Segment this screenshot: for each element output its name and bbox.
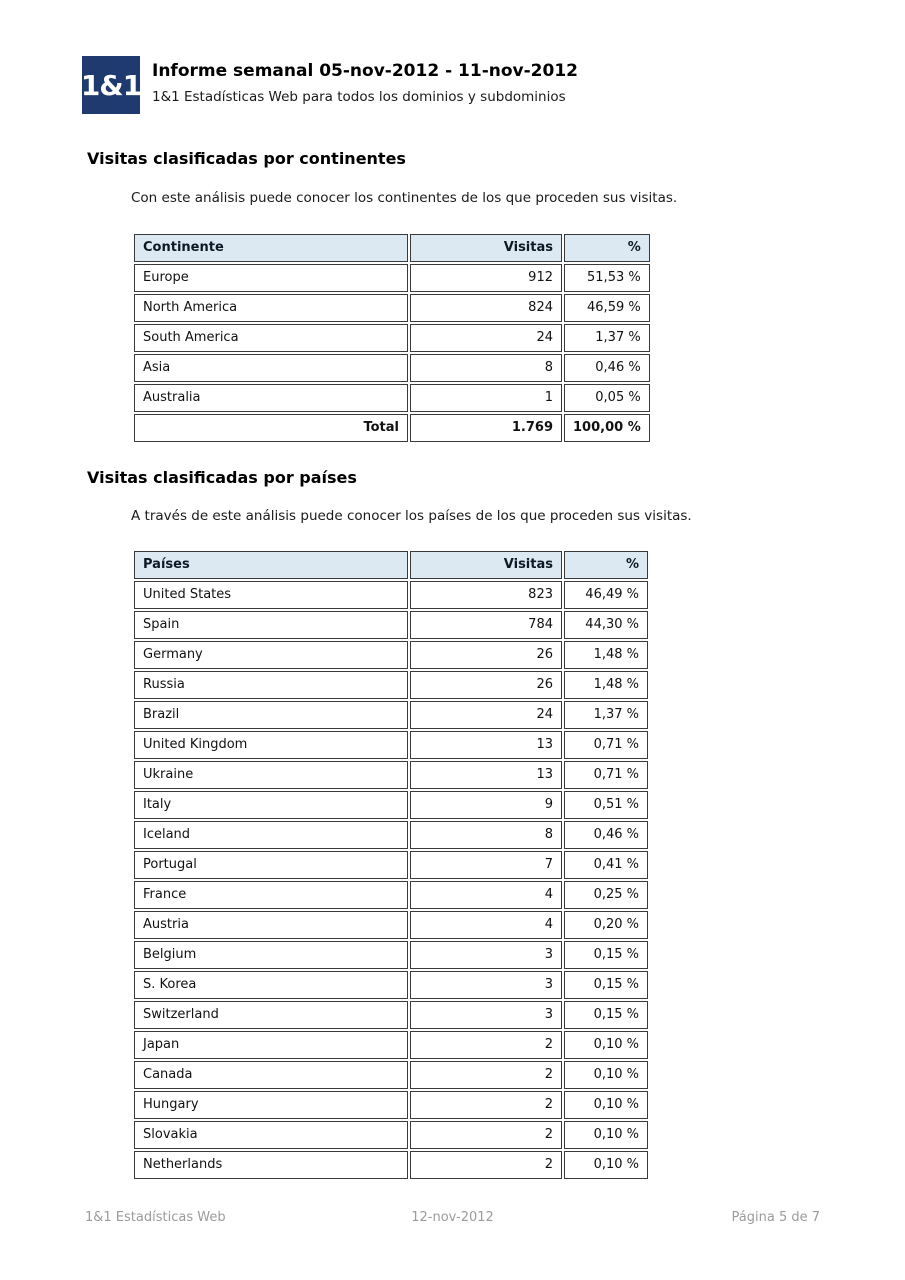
table-row <box>134 971 648 999</box>
row-visits: 9 <box>410 791 562 819</box>
row-label: South America <box>134 324 408 352</box>
row-percent: 46,49 % <box>564 581 648 609</box>
table-row <box>134 581 648 609</box>
section-description-continents: Con este análisis puede conocer los continentes de los que proceden sus visitas. <box>131 190 678 206</box>
row-percent: 0,10 % <box>564 1121 648 1149</box>
row-visits: 3 <box>410 1001 562 1029</box>
row-visits: 784 <box>410 611 562 639</box>
row-percent: 0,51 % <box>564 791 648 819</box>
row-visits: 3 <box>410 971 562 999</box>
row-label: United States <box>134 581 408 609</box>
table-header-row <box>134 551 648 579</box>
total-visits: 1.769 <box>410 414 562 442</box>
row-percent: 0,10 % <box>564 1091 648 1119</box>
row-visits: 13 <box>410 761 562 789</box>
row-visits: 2 <box>410 1121 562 1149</box>
table-row <box>134 641 648 669</box>
row-percent: 0,10 % <box>564 1031 648 1059</box>
table-row <box>134 731 648 759</box>
row-label: Spain <box>134 611 408 639</box>
report-header-text <box>152 56 578 106</box>
row-percent: 44,30 % <box>564 611 648 639</box>
row-percent: 0,25 % <box>564 881 648 909</box>
row-visits: 1 <box>410 384 562 412</box>
footer-page-number: Página 5 de 7 <box>731 1210 820 1225</box>
column-header-continent: Continente <box>134 234 408 262</box>
row-visits: 24 <box>410 324 562 352</box>
table-row <box>134 791 648 819</box>
row-label: Germany <box>134 641 408 669</box>
countries-table <box>132 549 650 1181</box>
row-percent: 0,15 % <box>564 1001 648 1029</box>
table-row <box>134 911 648 939</box>
row-percent: 0,46 % <box>564 821 648 849</box>
row-visits: 2 <box>410 1031 562 1059</box>
row-percent: 1,48 % <box>564 641 648 669</box>
table-row <box>134 384 650 412</box>
column-header-visits: Visitas <box>410 551 562 579</box>
row-label: Portugal <box>134 851 408 879</box>
section-heading-continents: Visitas clasificadas por continentes <box>87 149 406 168</box>
row-label: France <box>134 881 408 909</box>
row-label: Belgium <box>134 941 408 969</box>
row-visits: 2 <box>410 1091 562 1119</box>
table-header-row <box>134 234 650 262</box>
row-label: Hungary <box>134 1091 408 1119</box>
row-visits: 13 <box>410 731 562 759</box>
row-percent: 0,15 % <box>564 971 648 999</box>
row-visits: 24 <box>410 701 562 729</box>
table-row <box>134 1091 648 1119</box>
row-percent: 1,37 % <box>564 324 650 352</box>
table-row <box>134 611 648 639</box>
row-label: United Kingdom <box>134 731 408 759</box>
row-label: Canada <box>134 1061 408 1089</box>
row-label: Asia <box>134 354 408 382</box>
row-label: Ukraine <box>134 761 408 789</box>
row-label: Slovakia <box>134 1121 408 1149</box>
row-percent: 0,10 % <box>564 1151 648 1179</box>
row-label: S. Korea <box>134 971 408 999</box>
row-visits: 26 <box>410 641 562 669</box>
row-label: Australia <box>134 384 408 412</box>
row-visits: 4 <box>410 881 562 909</box>
continents-table <box>132 232 652 444</box>
table-row <box>134 701 648 729</box>
row-label: Europe <box>134 264 408 292</box>
row-percent: 46,59 % <box>564 294 650 322</box>
section-description-countries: A través de este análisis puede conocer los países de los que proceden sus visitas. <box>131 508 692 524</box>
row-visits: 26 <box>410 671 562 699</box>
table-row <box>134 821 648 849</box>
table-row <box>134 671 648 699</box>
row-visits: 3 <box>410 941 562 969</box>
row-visits: 2 <box>410 1061 562 1089</box>
row-label: Italy <box>134 791 408 819</box>
table-row <box>134 881 648 909</box>
row-percent: 0,05 % <box>564 384 650 412</box>
row-visits: 823 <box>410 581 562 609</box>
footer-date: 12-nov-2012 <box>411 1210 494 1225</box>
row-percent: 0,71 % <box>564 731 648 759</box>
table-row <box>134 294 650 322</box>
brand-logo <box>82 56 140 114</box>
row-percent: 0,10 % <box>564 1061 648 1089</box>
row-percent: 1,48 % <box>564 671 648 699</box>
table-row <box>134 264 650 292</box>
row-label: North America <box>134 294 408 322</box>
row-percent: 0,71 % <box>564 761 648 789</box>
row-label: Brazil <box>134 701 408 729</box>
table-row <box>134 1001 648 1029</box>
row-visits: 8 <box>410 821 562 849</box>
row-label: Russia <box>134 671 408 699</box>
row-label: Iceland <box>134 821 408 849</box>
table-row <box>134 1151 648 1179</box>
report-header <box>82 56 905 114</box>
column-header-percent: % <box>564 234 650 262</box>
row-percent: 0,41 % <box>564 851 648 879</box>
page-subtitle: 1&1 Estadísticas Web para todos los dominios y subdominios <box>152 89 566 105</box>
row-percent: 1,37 % <box>564 701 648 729</box>
column-header-percent: % <box>564 551 648 579</box>
row-visits: 8 <box>410 354 562 382</box>
row-label: Japan <box>134 1031 408 1059</box>
table-row <box>134 941 648 969</box>
row-visits: 7 <box>410 851 562 879</box>
row-label: Netherlands <box>134 1151 408 1179</box>
row-visits: 4 <box>410 911 562 939</box>
row-label: Austria <box>134 911 408 939</box>
total-percent: 100,00 % <box>564 414 650 442</box>
table-row <box>134 851 648 879</box>
total-row <box>134 414 650 442</box>
row-visits: 2 <box>410 1151 562 1179</box>
table-row <box>134 1121 648 1149</box>
table-row <box>134 761 648 789</box>
row-visits: 824 <box>410 294 562 322</box>
page-title: Informe semanal 05-nov-2012 - 11-nov-2012 <box>152 61 578 81</box>
row-percent: 0,46 % <box>564 354 650 382</box>
table-row <box>134 354 650 382</box>
row-percent: 0,15 % <box>564 941 648 969</box>
row-label: Switzerland <box>134 1001 408 1029</box>
footer-app-name: 1&1 Estadísticas Web <box>85 1210 226 1225</box>
column-header-visits: Visitas <box>410 234 562 262</box>
table-row <box>134 1031 648 1059</box>
column-header-country: Países <box>134 551 408 579</box>
section-heading-countries: Visitas clasificadas por países <box>87 468 357 487</box>
table-row <box>134 1061 648 1089</box>
row-percent: 51,53 % <box>564 264 650 292</box>
total-label: Total <box>134 414 408 442</box>
row-visits: 912 <box>410 264 562 292</box>
brand-logo-text: 1&1 <box>80 68 142 102</box>
row-percent: 0,20 % <box>564 911 648 939</box>
table-row <box>134 324 650 352</box>
